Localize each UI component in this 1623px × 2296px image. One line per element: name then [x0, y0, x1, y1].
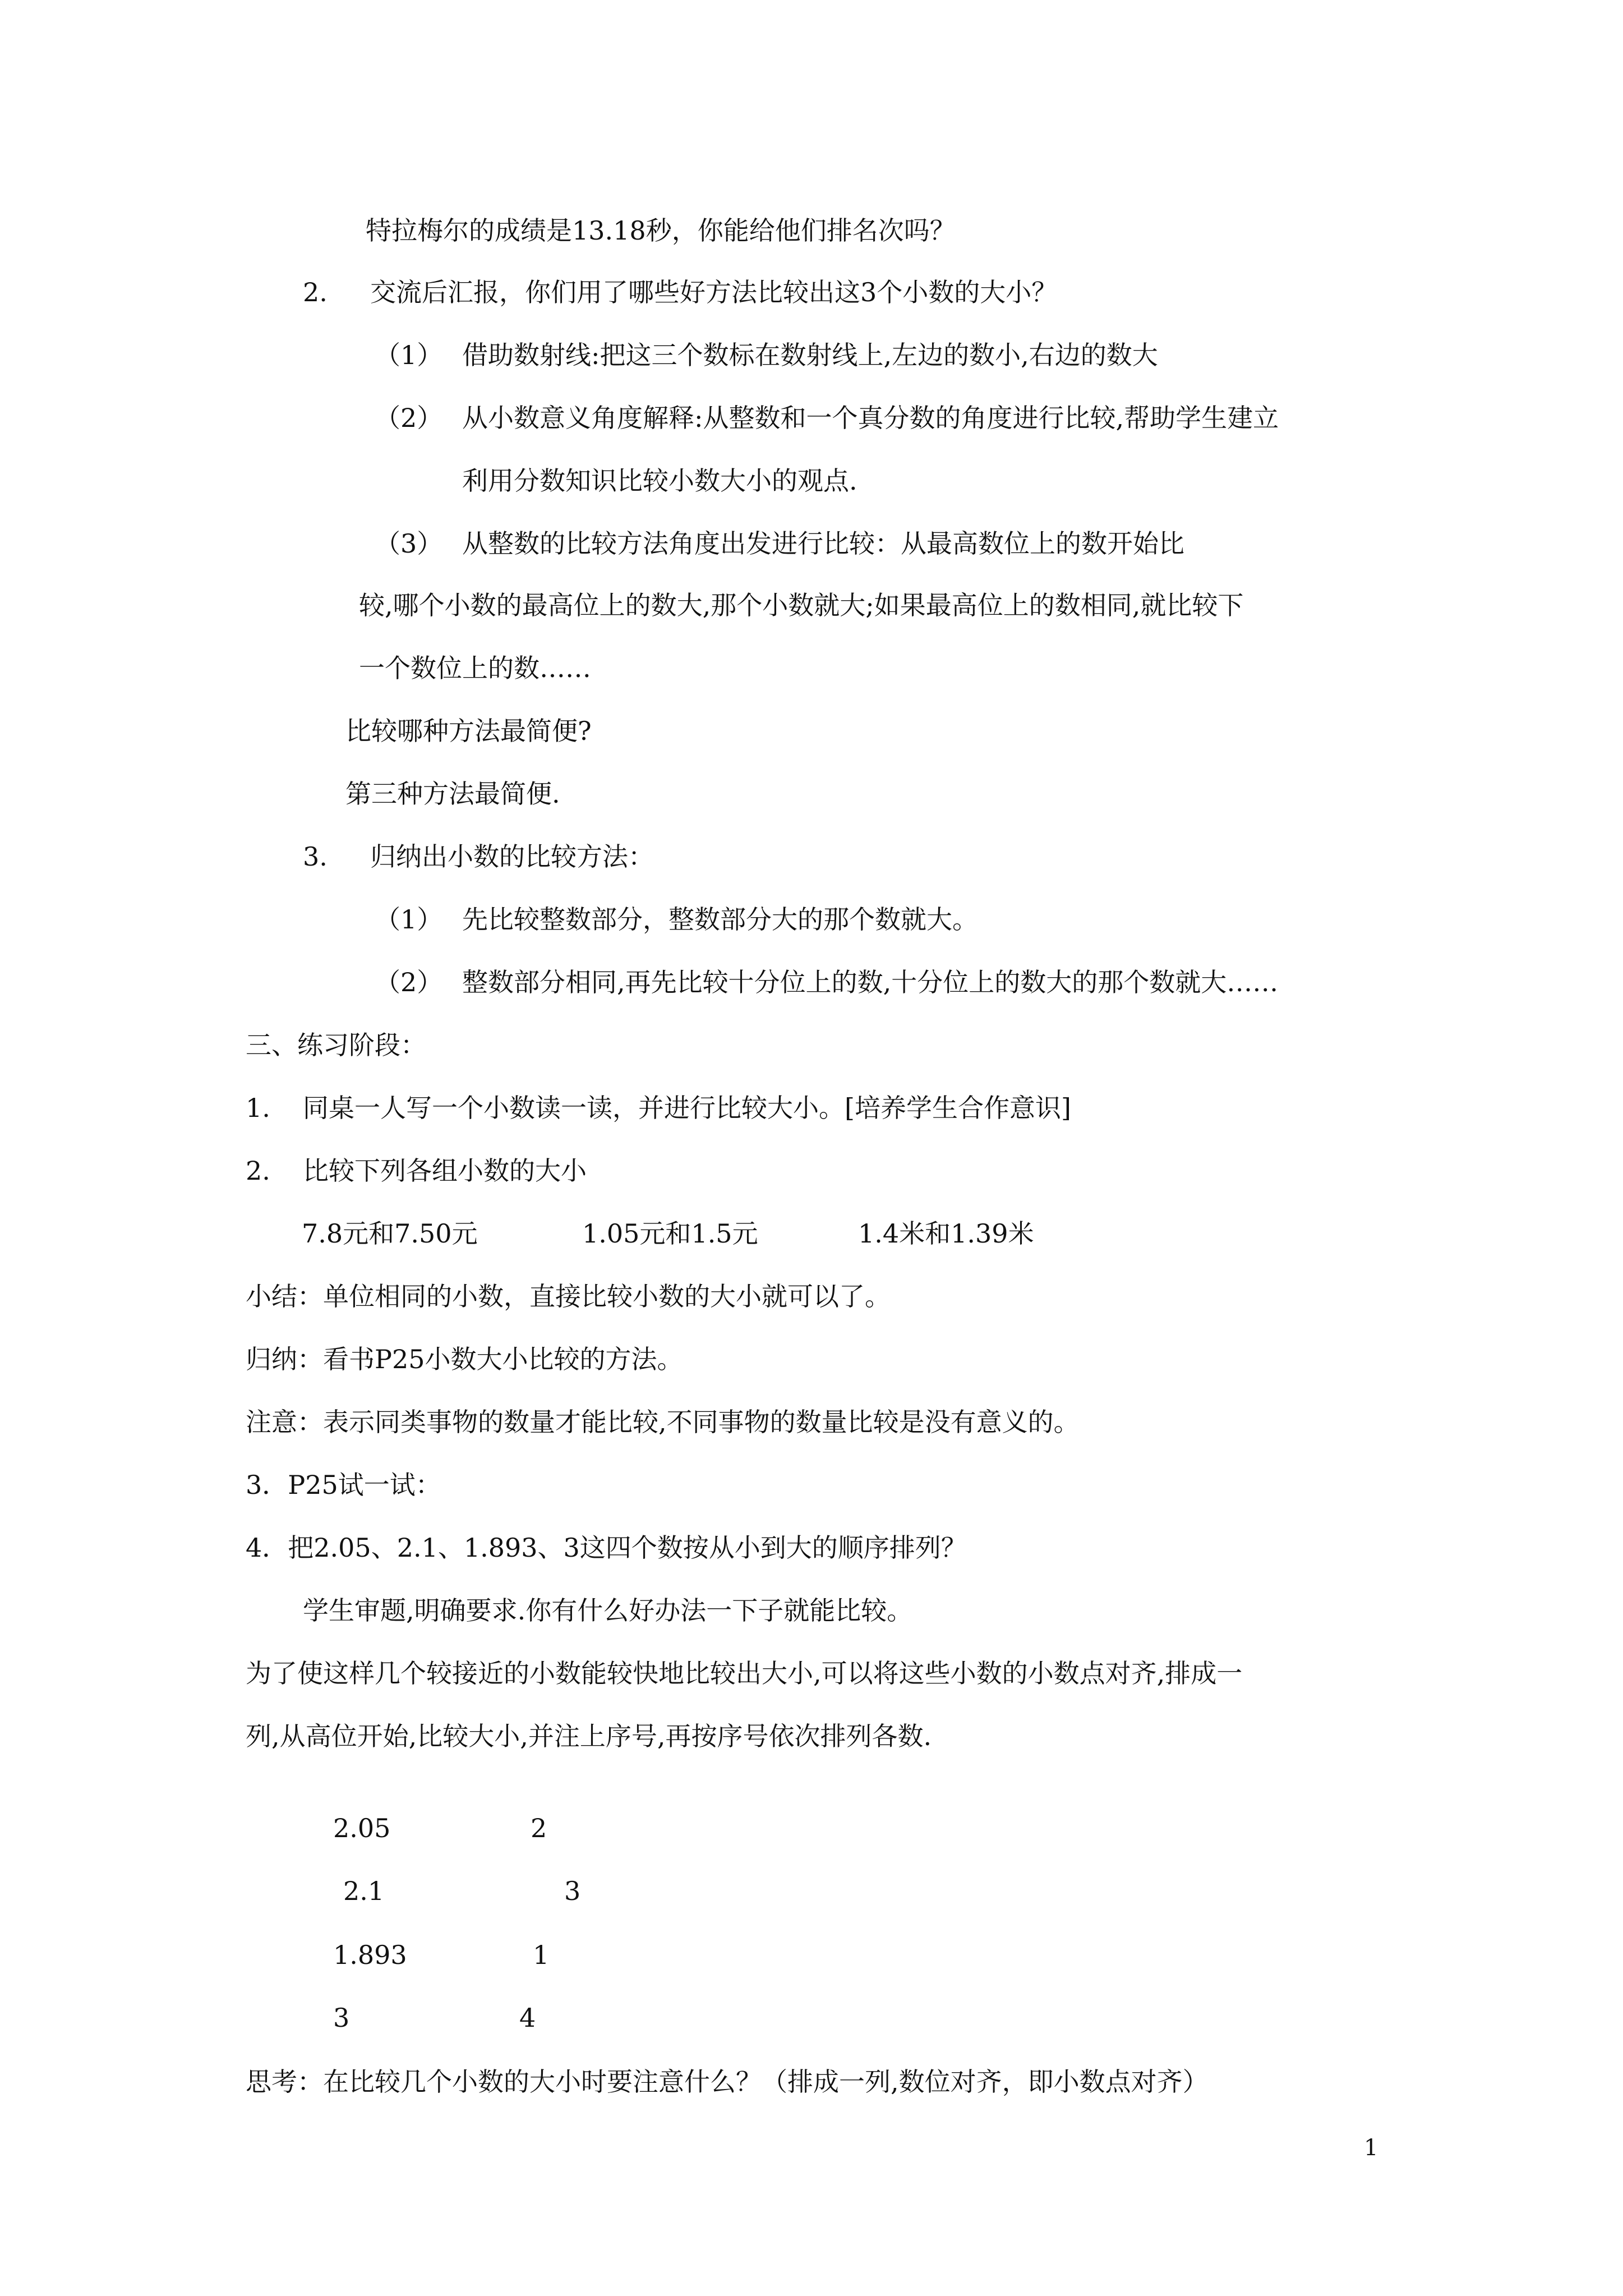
text-line: 特拉梅尔的成绩是13.18秒，你能给他们排名次吗？: [366, 215, 956, 246]
item-text: 先比较整数部分，整数部分大的那个数就大。: [462, 904, 978, 935]
numbered-item: [246, 1091, 1071, 1125]
numbered-item: [303, 275, 1057, 309]
item-text: 比较下列各组小数的大小: [303, 1156, 587, 1186]
text-line: 小结：单位相同的小数，直接比较小数的大小就可以了。: [246, 1281, 891, 1312]
item-text: 从小数意义角度解释:从整数和一个真分数的角度进行比较,帮助学生建立: [462, 403, 1279, 433]
comparison-item: 7.8元和7.50元: [302, 1218, 478, 1249]
text-line: 思考：在比较几个小数的大小时要注意什么？（排成一列,数位对齐，即小数点对齐）: [246, 2067, 1209, 2097]
ordering-number: 2.1: [343, 1876, 385, 1906]
sub-item: [375, 527, 1184, 560]
sub-item: [375, 401, 1279, 435]
page-number: 1: [1364, 2135, 1378, 2161]
item-number: （2）: [375, 403, 443, 433]
item-number: （3）: [375, 528, 443, 559]
item-text: 交流后汇报，你们用了哪些好方法比较出这3个小数的大小？: [370, 277, 1058, 307]
text-line: 较,哪个小数的最高位上的数大,那个小数就大;如果最高位上的数相同,就比较下: [359, 590, 1244, 620]
numbered-item: [303, 840, 654, 873]
text-line: 3．P25试一试：: [246, 1470, 441, 1500]
text-line: 列,从高位开始,比较大小,并注上序号,再按序号依次排列各数.: [246, 1721, 932, 1751]
text-line: 归纳：看书P25小数大小比较的方法。: [246, 1344, 683, 1374]
item-number: （1）: [375, 904, 443, 935]
ordering-rank: 1: [533, 1940, 550, 1970]
item-text: 整数部分相同,再先比较十分位上的数,十分位上的数大的那个数就大……: [462, 967, 1279, 997]
text-line: 利用分数知识比较小数大小的观点.: [462, 466, 857, 496]
comparison-item: 1.05元和1.5元: [582, 1218, 758, 1249]
text-line: 第三种方法最简便.: [345, 779, 560, 809]
text-line: 学生审题,明确要求.你有什么好办法一下子就能比较。: [303, 1595, 913, 1626]
item-number: （1）: [375, 340, 443, 370]
comparison-item: 1.4米和1.39米: [858, 1218, 1034, 1249]
text-line: 一个数位上的数……: [359, 653, 591, 683]
item-number: 2.: [303, 277, 328, 307]
ordering-rank: 3: [564, 1876, 581, 1906]
numbered-item: [246, 1154, 587, 1188]
ordering-rank: 2: [531, 1813, 547, 1843]
item-number: 3.: [303, 841, 328, 872]
item-text: 归纳出小数的比较方法：: [370, 841, 654, 872]
item-text: 借助数射线:把这三个数标在数射线上,左边的数小,右边的数大: [462, 340, 1158, 370]
item-number: 2.: [246, 1156, 270, 1186]
ordering-rank: 4: [519, 2003, 536, 2033]
text-line: 4．把2.05、2.1、1.893、3这四个数按从小到大的顺序排列？: [246, 1533, 967, 1563]
text-line: 为了使这样几个较接近的小数能较快地比较出大小,可以将这些小数的小数点对齐,排成一: [246, 1658, 1243, 1688]
item-text: 从整数的比较方法角度出发进行比较：从最高数位上的数开始比: [462, 528, 1184, 559]
sub-item: [375, 965, 1278, 999]
ordering-number: 3: [333, 2003, 350, 2033]
ordering-number: 2.05: [333, 1813, 391, 1843]
item-number: （2）: [375, 967, 443, 997]
ordering-number: 1.893: [333, 1940, 407, 1970]
item-text: 同桌一人写一个小数读一读，并进行比较大小。[培养学生合作意识]: [303, 1093, 1071, 1123]
sub-item: [375, 338, 1158, 372]
item-number: 1.: [246, 1093, 270, 1123]
sub-item: [375, 903, 978, 936]
section-heading: 三、练习阶段：: [246, 1030, 426, 1060]
text-line: 注意：表示同类事物的数量才能比较,不同事物的数量比较是没有意义的。: [246, 1407, 1080, 1437]
text-line: 比较哪种方法最简便?: [345, 716, 592, 746]
